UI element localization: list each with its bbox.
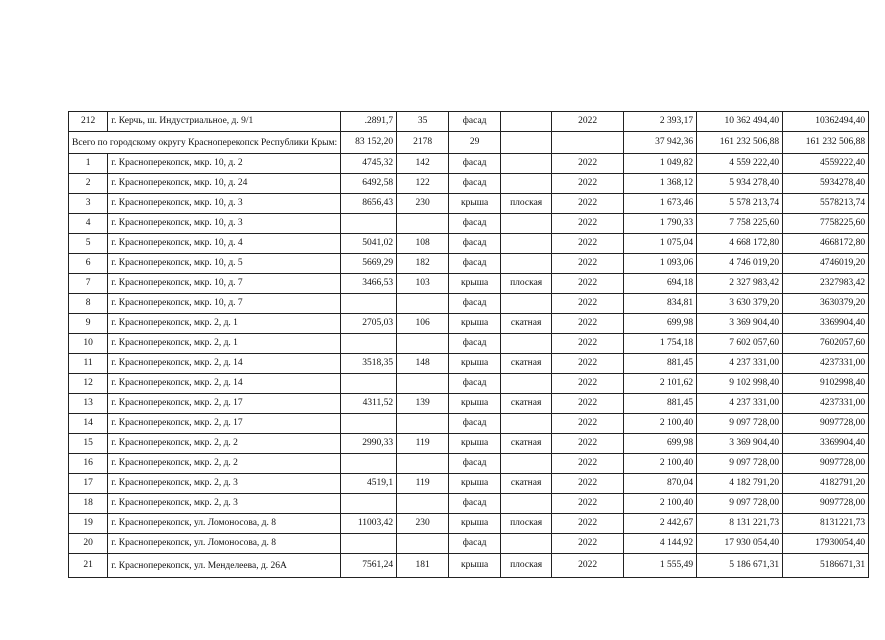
row-number: 1 (69, 154, 108, 174)
address-cell: г. Красноперекопск, мкр. 2, д. 1 (108, 334, 341, 354)
table-row (69, 474, 869, 494)
residents-cell (397, 374, 449, 394)
element-cell: крыша (449, 474, 501, 494)
residents-cell (397, 334, 449, 354)
table-row (69, 174, 869, 194)
element-cell: фасад (449, 214, 501, 234)
roof-type-cell: плоская (501, 514, 552, 534)
unit-cost-cell: 2 100,40 (624, 454, 697, 474)
district-total-row (69, 132, 869, 154)
element-cell: фасад (449, 494, 501, 514)
address-cell: г. Красноперекопск, мкр. 2, д. 3 (108, 494, 341, 514)
element-cell: крыша (449, 394, 501, 414)
address-cell: г. Красноперекопск, мкр. 10, д. 4 (108, 234, 341, 254)
unit-cost-cell: 1 790,33 (624, 214, 697, 234)
year-cell: 2022 (552, 494, 624, 514)
residents-cell: 230 (397, 514, 449, 534)
address-cell: г. Красноперекопск, мкр. 2, д. 3 (108, 474, 341, 494)
element-cell: крыша (449, 194, 501, 214)
unit-cost-cell: 881,45 (624, 394, 697, 414)
residents-cell (397, 414, 449, 434)
table-row (69, 374, 869, 394)
row-number: 11 (69, 354, 108, 374)
table-row (69, 534, 869, 554)
unit-cost-cell: 881,45 (624, 354, 697, 374)
district-total-count: 29 (449, 132, 501, 154)
cost-cell: 3 369 904,40 (697, 314, 783, 334)
area-cell: 4745,32 (341, 154, 397, 174)
year-cell: 2022 (552, 354, 624, 374)
area-cell: 7561,24 (341, 554, 397, 578)
table-row (69, 274, 869, 294)
total-cell: 4237331,00 (783, 354, 869, 374)
roof-type-cell: скатная (501, 314, 552, 334)
table-row (69, 334, 869, 354)
unit-cost-cell: 1 368,12 (624, 174, 697, 194)
row-number: 9 (69, 314, 108, 334)
unit-cost-cell: 699,98 (624, 314, 697, 334)
address-cell: г. Красноперекопск, мкр. 10, д. 24 (108, 174, 341, 194)
table-body (69, 112, 869, 578)
address-cell: г. Красноперекопск, мкр. 10, д. 3 (108, 194, 341, 214)
cost-cell: 3 369 904,40 (697, 434, 783, 454)
area-cell (341, 294, 397, 314)
total-cell: 3369904,40 (783, 314, 869, 334)
area-cell (341, 214, 397, 234)
total-cell: 4237331,00 (783, 394, 869, 414)
row-number: 10 (69, 334, 108, 354)
element-cell: крыша (449, 314, 501, 334)
cost-cell: 4 668 172,80 (697, 234, 783, 254)
address-cell: г. Красноперекопск, мкр. 2, д. 14 (108, 354, 341, 374)
address-cell: г. Красноперекопск, мкр. 10, д. 3 (108, 214, 341, 234)
address-cell: г. Красноперекопск, мкр. 2, д. 17 (108, 394, 341, 414)
element-cell: фасад (449, 234, 501, 254)
year-cell: 2022 (552, 214, 624, 234)
table-row (69, 414, 869, 434)
residents-cell: 139 (397, 394, 449, 414)
area-cell (341, 374, 397, 394)
year-cell: 2022 (552, 194, 624, 214)
table-row (69, 194, 869, 214)
element-cell: фасад (449, 254, 501, 274)
empty-cell (501, 132, 552, 154)
residents-cell: 106 (397, 314, 449, 334)
roof-type-cell (501, 374, 552, 394)
address-cell: г. Красноперекопск, мкр. 10, д. 7 (108, 274, 341, 294)
total-cell: 17930054,40 (783, 534, 869, 554)
row-number: 4 (69, 214, 108, 234)
total-cell: 7758225,60 (783, 214, 869, 234)
row-number: 21 (69, 554, 108, 578)
table-row (69, 154, 869, 174)
row-number: 15 (69, 434, 108, 454)
element-cell: крыша (449, 514, 501, 534)
element-cell: фасад (449, 334, 501, 354)
residents-cell: 148 (397, 354, 449, 374)
element-cell: крыша (449, 274, 501, 294)
area-cell: 5041,02 (341, 234, 397, 254)
table-row (69, 394, 869, 414)
residents-cell: 182 (397, 254, 449, 274)
table-row (69, 354, 869, 374)
cost-cell: 9 102 998,40 (697, 374, 783, 394)
roof-type-cell (501, 294, 552, 314)
address-cell: г. Красноперекопск, ул. Менделеева, д. 26А (108, 554, 341, 578)
total-cell: 4746019,20 (783, 254, 869, 274)
element-cell: крыша (449, 354, 501, 374)
year-cell: 2022 (552, 254, 624, 274)
area-cell (341, 334, 397, 354)
year-cell: 2022 (552, 514, 624, 534)
roof-type-cell: скатная (501, 354, 552, 374)
address-cell: г. Красноперекопск, мкр. 10, д. 7 (108, 294, 341, 314)
element-cell: фасад (449, 174, 501, 194)
row-number: 212 (69, 112, 108, 132)
unit-cost-cell: 699,98 (624, 434, 697, 454)
roof-type-cell: скатная (501, 394, 552, 414)
table-row (69, 434, 869, 454)
element-cell: фасад (449, 112, 501, 132)
residents-cell (397, 534, 449, 554)
area-cell: .2891,7 (341, 112, 397, 132)
cost-cell: 5 578 213,74 (697, 194, 783, 214)
area-cell: 3466,53 (341, 274, 397, 294)
year-cell: 2022 (552, 334, 624, 354)
unit-cost-cell: 1 673,46 (624, 194, 697, 214)
total-cell: 3369904,40 (783, 434, 869, 454)
area-cell: 5669,29 (341, 254, 397, 274)
total-cell: 9097728,00 (783, 494, 869, 514)
total-cell: 4668172,80 (783, 234, 869, 254)
total-cell: 5186671,31 (783, 554, 869, 578)
district-total-area: 83 152,20 (341, 132, 397, 154)
table-row (69, 254, 869, 274)
cost-cell: 9 097 728,00 (697, 494, 783, 514)
unit-cost-cell: 1 093,06 (624, 254, 697, 274)
total-cell: 4182791,20 (783, 474, 869, 494)
total-cell: 2327983,42 (783, 274, 869, 294)
residents-cell: 181 (397, 554, 449, 578)
repair-program-table (68, 111, 869, 578)
residents-cell: 119 (397, 474, 449, 494)
cost-cell: 10 362 494,40 (697, 112, 783, 132)
address-cell: г. Красноперекопск, мкр. 10, д. 5 (108, 254, 341, 274)
cost-cell: 17 930 054,40 (697, 534, 783, 554)
residents-cell: 122 (397, 174, 449, 194)
address-cell: г. Красноперекопск, ул. Ломоносова, д. 8 (108, 534, 341, 554)
cost-cell: 7 602 057,60 (697, 334, 783, 354)
unit-cost-cell: 834,81 (624, 294, 697, 314)
area-cell (341, 534, 397, 554)
year-cell: 2022 (552, 534, 624, 554)
total-cell: 8131221,73 (783, 514, 869, 534)
address-cell: г. Красноперекопск, мкр. 10, д. 2 (108, 154, 341, 174)
row-number: 3 (69, 194, 108, 214)
roof-type-cell (501, 154, 552, 174)
address-cell: г. Красноперекопск, ул. Ломоносова, д. 8 (108, 514, 341, 534)
cost-cell: 4 559 222,40 (697, 154, 783, 174)
cost-cell: 3 630 379,20 (697, 294, 783, 314)
roof-type-cell (501, 112, 552, 132)
roof-type-cell (501, 494, 552, 514)
district-total-residents: 2178 (397, 132, 449, 154)
address-cell: г. Керчь, ш. Индустриальное, д. 9/1 (108, 112, 341, 132)
residents-cell: 142 (397, 154, 449, 174)
element-cell: фасад (449, 154, 501, 174)
cost-cell: 4 746 019,20 (697, 254, 783, 274)
row-number: 14 (69, 414, 108, 434)
unit-cost-cell: 4 144,92 (624, 534, 697, 554)
residents-cell (397, 294, 449, 314)
roof-type-cell: плоская (501, 274, 552, 294)
total-cell: 9097728,00 (783, 454, 869, 474)
table-row (69, 554, 869, 578)
roof-type-cell: плоская (501, 194, 552, 214)
row-number: 2 (69, 174, 108, 194)
total-cell: 9102998,40 (783, 374, 869, 394)
cost-cell: 8 131 221,73 (697, 514, 783, 534)
unit-cost-cell: 2 442,67 (624, 514, 697, 534)
year-cell: 2022 (552, 434, 624, 454)
roof-type-cell (501, 254, 552, 274)
year-cell: 2022 (552, 112, 624, 132)
residents-cell: 35 (397, 112, 449, 132)
unit-cost-cell: 1 049,82 (624, 154, 697, 174)
year-cell: 2022 (552, 294, 624, 314)
row-number: 5 (69, 234, 108, 254)
unit-cost-cell: 694,18 (624, 274, 697, 294)
area-cell: 6492,58 (341, 174, 397, 194)
district-total-unit-cost: 37 942,36 (624, 132, 697, 154)
cost-cell: 5 934 278,40 (697, 174, 783, 194)
area-cell: 2990,33 (341, 434, 397, 454)
area-cell: 4519,1 (341, 474, 397, 494)
residents-cell: 230 (397, 194, 449, 214)
area-cell (341, 414, 397, 434)
unit-cost-cell: 2 393,17 (624, 112, 697, 132)
unit-cost-cell: 1 555,49 (624, 554, 697, 578)
total-cell: 7602057,60 (783, 334, 869, 354)
total-cell: 10362494,40 (783, 112, 869, 132)
row-number: 17 (69, 474, 108, 494)
residents-cell: 103 (397, 274, 449, 294)
year-cell: 2022 (552, 474, 624, 494)
address-cell: г. Красноперекопск, мкр. 2, д. 14 (108, 374, 341, 394)
row-number: 8 (69, 294, 108, 314)
address-cell: г. Красноперекопск, мкр. 2, д. 2 (108, 454, 341, 474)
element-cell: фасад (449, 534, 501, 554)
district-total-sum: 161 232 506,88 (783, 132, 869, 154)
table-row (69, 494, 869, 514)
residents-cell (397, 454, 449, 474)
element-cell: фасад (449, 414, 501, 434)
residents-cell: 119 (397, 434, 449, 454)
table-row (69, 214, 869, 234)
row-number: 16 (69, 454, 108, 474)
residents-cell (397, 214, 449, 234)
roof-type-cell (501, 214, 552, 234)
total-cell: 3630379,20 (783, 294, 869, 314)
total-cell: 4559222,40 (783, 154, 869, 174)
unit-cost-cell: 1 754,18 (624, 334, 697, 354)
roof-type-cell: скатная (501, 434, 552, 454)
year-cell: 2022 (552, 174, 624, 194)
district-total-label: Всего по городскому округу Красноперекопск Республики Крым: (69, 132, 341, 154)
year-cell: 2022 (552, 374, 624, 394)
year-cell: 2022 (552, 234, 624, 254)
roof-type-cell (501, 234, 552, 254)
cost-cell: 4 182 791,20 (697, 474, 783, 494)
cost-cell: 4 237 331,00 (697, 394, 783, 414)
table-row (69, 514, 869, 534)
roof-type-cell (501, 454, 552, 474)
total-cell: 9097728,00 (783, 414, 869, 434)
area-cell: 2705,03 (341, 314, 397, 334)
residents-cell (397, 494, 449, 514)
unit-cost-cell: 2 100,40 (624, 414, 697, 434)
cost-cell: 9 097 728,00 (697, 454, 783, 474)
district-total-cost: 161 232 506,88 (697, 132, 783, 154)
row-number: 7 (69, 274, 108, 294)
unit-cost-cell: 2 100,40 (624, 494, 697, 514)
roof-type-cell (501, 334, 552, 354)
area-cell (341, 454, 397, 474)
row-number: 13 (69, 394, 108, 414)
empty-cell (552, 132, 624, 154)
cost-cell: 4 237 331,00 (697, 354, 783, 374)
table-row (69, 112, 869, 132)
area-cell (341, 494, 397, 514)
year-cell: 2022 (552, 274, 624, 294)
address-cell: г. Красноперекопск, мкр. 2, д. 2 (108, 434, 341, 454)
cost-cell: 7 758 225,60 (697, 214, 783, 234)
area-cell: 3518,35 (341, 354, 397, 374)
address-cell: г. Красноперекопск, мкр. 2, д. 17 (108, 414, 341, 434)
element-cell: крыша (449, 554, 501, 578)
element-cell: фасад (449, 294, 501, 314)
cost-cell: 5 186 671,31 (697, 554, 783, 578)
element-cell: крыша (449, 434, 501, 454)
address-cell: г. Красноперекопск, мкр. 2, д. 1 (108, 314, 341, 334)
area-cell: 8656,43 (341, 194, 397, 214)
area-cell: 11003,42 (341, 514, 397, 534)
roof-type-cell (501, 534, 552, 554)
unit-cost-cell: 1 075,04 (624, 234, 697, 254)
row-number: 19 (69, 514, 108, 534)
total-cell: 5934278,40 (783, 174, 869, 194)
row-number: 6 (69, 254, 108, 274)
row-number: 18 (69, 494, 108, 514)
roof-type-cell: скатная (501, 474, 552, 494)
unit-cost-cell: 2 101,62 (624, 374, 697, 394)
row-number: 12 (69, 374, 108, 394)
roof-type-cell: плоская (501, 554, 552, 578)
year-cell: 2022 (552, 154, 624, 174)
roof-type-cell (501, 174, 552, 194)
cost-cell: 2 327 983,42 (697, 274, 783, 294)
unit-cost-cell: 870,04 (624, 474, 697, 494)
residents-cell: 108 (397, 234, 449, 254)
table-row (69, 314, 869, 334)
year-cell: 2022 (552, 414, 624, 434)
year-cell: 2022 (552, 454, 624, 474)
year-cell: 2022 (552, 394, 624, 414)
total-cell: 5578213,74 (783, 194, 869, 214)
table-row (69, 234, 869, 254)
roof-type-cell (501, 414, 552, 434)
year-cell: 2022 (552, 314, 624, 334)
table-row (69, 454, 869, 474)
year-cell: 2022 (552, 554, 624, 578)
area-cell: 4311,52 (341, 394, 397, 414)
element-cell: фасад (449, 454, 501, 474)
element-cell: фасад (449, 374, 501, 394)
table-row (69, 294, 869, 314)
cost-cell: 9 097 728,00 (697, 414, 783, 434)
row-number: 20 (69, 534, 108, 554)
